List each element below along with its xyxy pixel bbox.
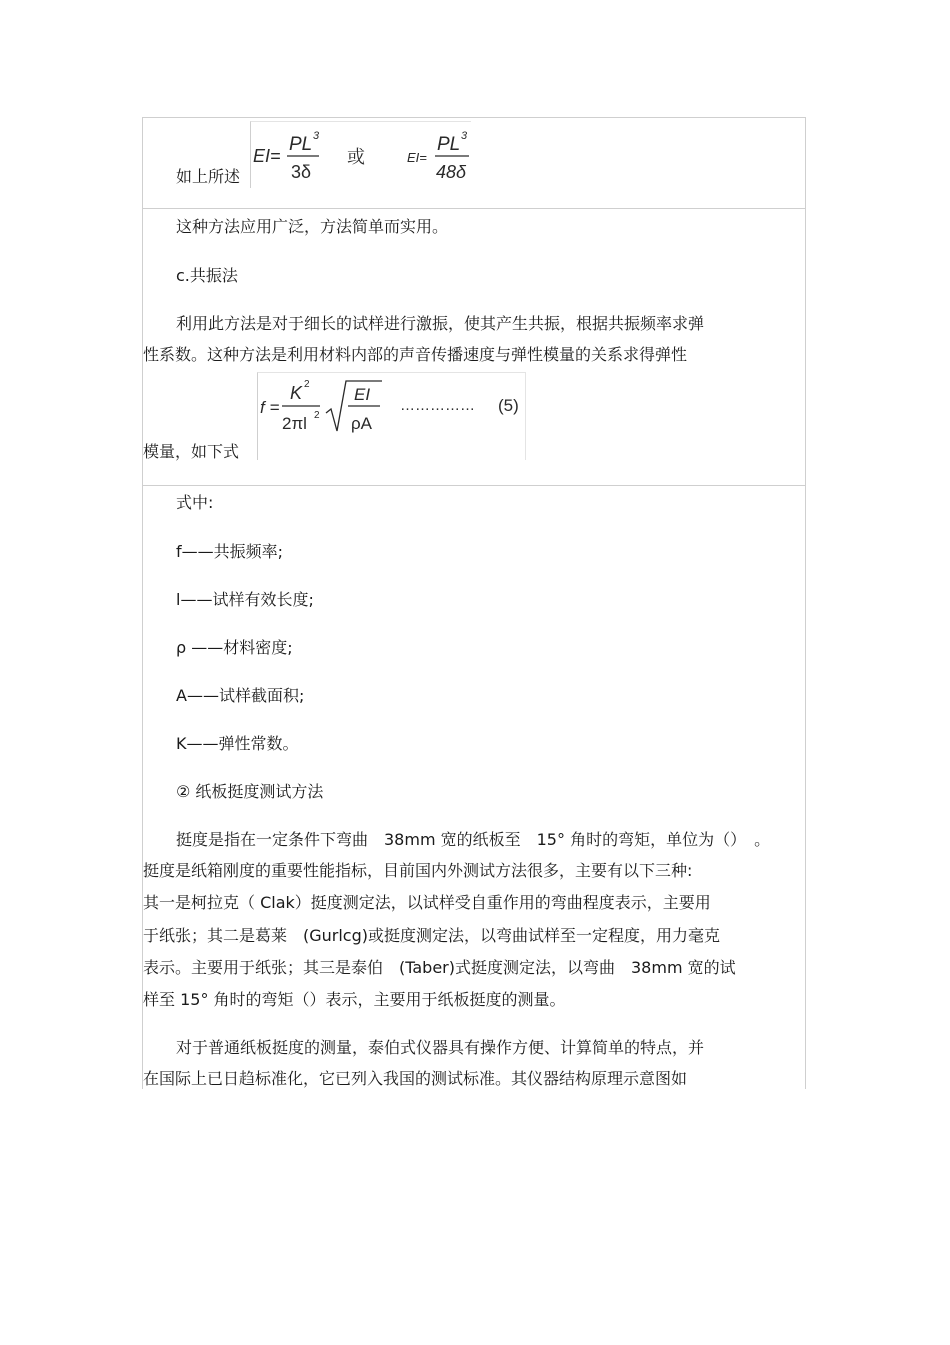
formula-ei-den-a: 3δ	[291, 162, 312, 182]
heading-stiffness-test: ② 纸板挺度测试方法	[176, 782, 324, 801]
paragraph-widely-used: 这种方法应用广泛，方法简单而实用。	[176, 217, 449, 236]
formula5-den-exp: 2	[314, 410, 320, 421]
paragraph-stiffness-line5: 表示。主要用于纸张；其三是泰伯 (Taber)式挺度测定法，以弯曲 38mm 宽的试	[143, 958, 736, 977]
formula5-k: K	[290, 383, 303, 403]
where-label: 式中:	[176, 493, 214, 512]
paragraph-taber-line2: 在国际上已日趋标准化，它已列入我国的测试标准。其仪器结构原理示意图如	[143, 1069, 688, 1088]
intro-text: 如上所述	[176, 167, 241, 186]
formula-frequency-image	[257, 372, 526, 460]
formula-ei-lhs-a: EI=	[253, 146, 281, 166]
paragraph-resonance-line1: 利用此方法是对于细长的试样进行激振，使其产生共振，根据共振频率求弹	[176, 314, 705, 333]
formula-ei-exp-b: 3	[461, 130, 468, 142]
paragraph-taber-line1: 对于普通纸板挺度的测量，泰伯式仪器具有操作方便、计算简单的特点，并	[176, 1038, 705, 1057]
formula5-dots: ……………	[400, 397, 475, 414]
formula-ei-exp-a: 3	[313, 130, 320, 142]
formula-ei-lhs-b: EI=	[407, 150, 427, 165]
formula-frame-top	[142, 117, 806, 209]
definition-k: K——弹性常数。	[176, 734, 299, 753]
formula5-den: 2πl	[282, 414, 307, 433]
formula5-lhs: f =	[260, 398, 280, 417]
formula5-root-num: EI	[354, 385, 371, 404]
definition-rho: ρ ——材料密度;	[176, 638, 293, 657]
paragraph-stiffness-line4: 于纸张；其二是葛莱 (Gurlcg)或挺度测定法，以弯曲试样至一定程度，用力毫克	[143, 926, 721, 945]
paragraph-stiffness-line6: 样至 15° 角时的弯矩（）表示，主要用于纸板挺度的测量。	[143, 990, 566, 1009]
paragraph-stiffness-line3: 其一是柯拉克（ Clak）挺度测定法，以试样受自重作用的弯曲程度表示，主要用	[143, 893, 711, 912]
paragraph-resonance-line3: 模量，如下式	[143, 442, 240, 461]
formula-ei-den-b: 48δ	[436, 162, 467, 182]
paragraph-stiffness-line2: 挺度是纸箱刚度的重要性能指标，目前国内外测试方法很多，主要有以下三种:	[143, 861, 693, 880]
formula-ei-num-b: PL	[437, 134, 461, 155]
formula-or: 或	[347, 147, 365, 167]
formula-ei-image	[250, 121, 471, 188]
paragraph-stiffness-line1: 挺度是指在一定条件下弯曲 38mm 宽的纸板至 15° 角时的弯矩，单位为（） 。	[176, 830, 771, 849]
definition-l: l——试样有效长度;	[176, 590, 314, 609]
formula5-tag: (5)	[498, 396, 519, 415]
paragraph-resonance-line2: 性系数。这种方法是利用材料内部的声音传播速度与弹性模量的关系求得弹性	[143, 345, 688, 364]
formula5-root-den: ρA	[351, 414, 373, 433]
formula-ei-num-a: PL	[289, 134, 313, 155]
definition-f: f——共振频率;	[176, 542, 284, 561]
formula5-k-exp: 2	[304, 379, 310, 390]
heading-resonance-method: c.共振法	[176, 266, 238, 285]
definition-a: A——试样截面积;	[176, 686, 305, 705]
